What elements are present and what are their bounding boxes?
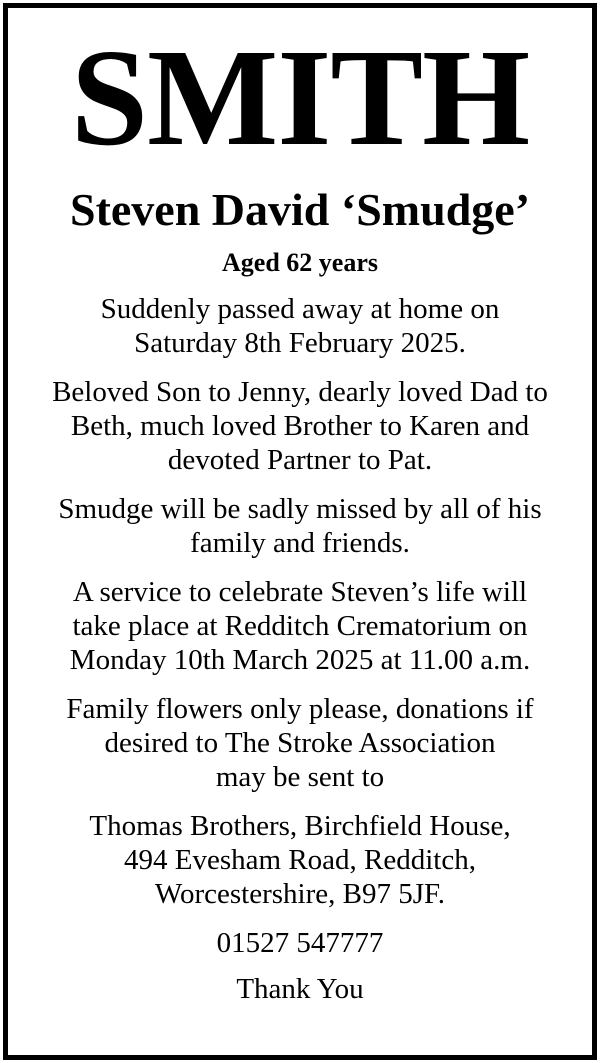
- text-line: Family flowers only please, donations if: [66, 693, 534, 725]
- text-line: A service to celebrate Steven’s life will: [72, 576, 528, 608]
- phone-number: 01527 547777: [216, 927, 384, 959]
- address-paragraph: [8, 809, 592, 911]
- text-line: Smudge will be sadly missed by all of his: [58, 493, 542, 525]
- text-line: family and friends.: [190, 527, 410, 559]
- text-line: 494 Evesham Road, Redditch,: [124, 844, 476, 876]
- passing-paragraph: [8, 292, 592, 360]
- closing-line: Thank You: [236, 973, 364, 1005]
- text-line: Monday 10th March 2025 at 11.00 a.m.: [69, 644, 531, 676]
- text-line: Saturday 8th February 2025.: [134, 327, 466, 359]
- text-line: may be sent to: [215, 761, 385, 793]
- surname-heading: SMITH: [70, 21, 530, 175]
- notice-frame: [3, 3, 597, 1060]
- text-line: Suddenly passed away at home on: [100, 293, 500, 325]
- text-line: desired to The Stroke Association: [104, 727, 496, 759]
- missed-paragraph: [8, 492, 592, 560]
- text-line: take place at Redditch Crematorium on: [72, 610, 528, 642]
- text-line: Beth, much loved Brother to Karen and: [70, 410, 530, 442]
- family-paragraph: [8, 375, 592, 477]
- text-line: devoted Partner to Pat.: [167, 444, 433, 476]
- flowers-paragraph: [8, 692, 592, 794]
- text-line: Thomas Brothers, Birchfield House,: [89, 810, 511, 842]
- full-name: Steven David ‘Smudge’: [69, 184, 531, 235]
- text-line: Worcestershire, B97 5JF.: [154, 878, 446, 910]
- service-paragraph: [8, 575, 592, 677]
- age-line: Aged 62 years: [222, 248, 378, 277]
- text-line: Beloved Son to Jenny, dearly loved Dad to: [52, 376, 548, 408]
